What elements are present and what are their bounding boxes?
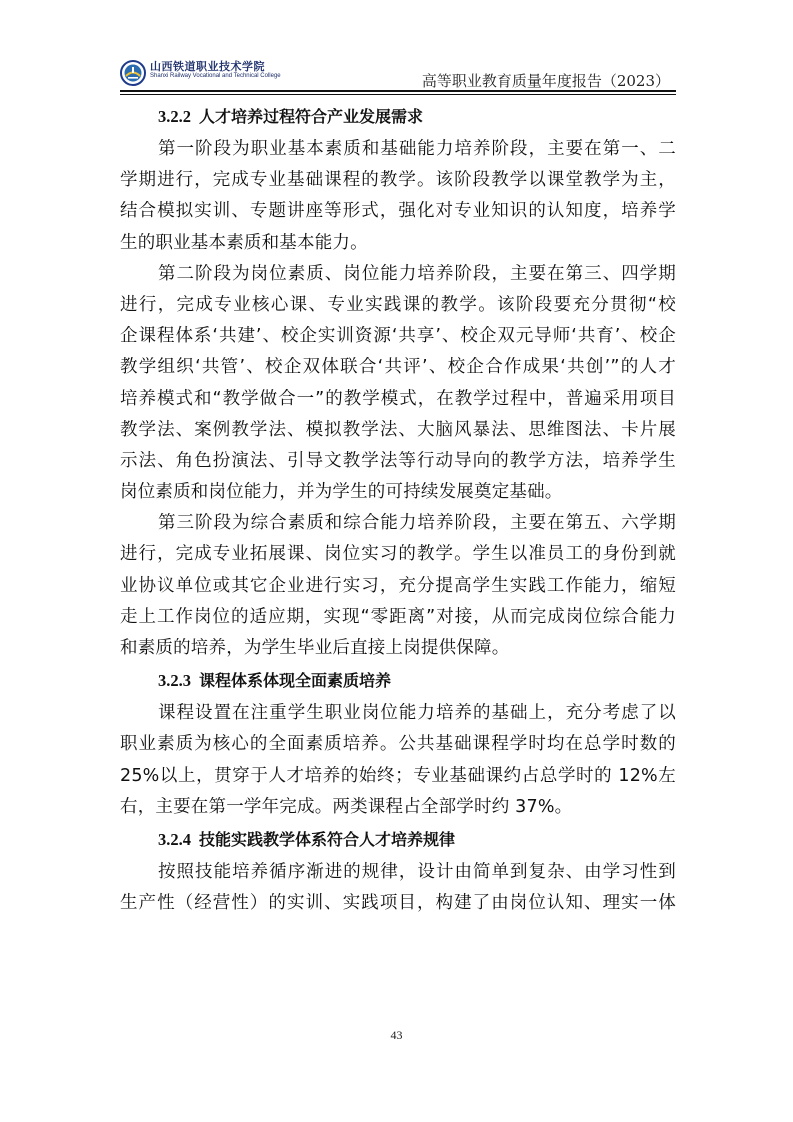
text-line: 业协议单位或其它企业进行实习，充分提高学生实践工作能力，缩短 <box>120 575 676 596</box>
text-line: 进行，完成专业核心课、专业实践课的教学。该阶段要充分贯彻“校 <box>120 294 676 315</box>
paragraph <box>120 259 676 509</box>
college-name-cn: 山西铁道职业技术学院 <box>150 60 265 73</box>
page-body <box>120 100 676 919</box>
college-name-en: Shanxi Railway Vocational and Technical College <box>150 73 281 79</box>
text-line: 25%以上，贯穿于人才培养的始终；专业基础课约占总学时的 12%左 <box>120 765 676 786</box>
text-line: 学期进行，完成专业基础课程的教学。该阶段教学以课堂教学为主， <box>120 170 676 191</box>
text-line: 按照技能培养循序渐进的规律，设计由简单到复杂、由学习性到 <box>158 861 676 882</box>
section-heading <box>120 823 676 857</box>
section-heading <box>120 664 676 698</box>
text-line: 示法、角色扮演法、引导文教学法等行动导向的教学方法，培养学生 <box>120 450 676 471</box>
section-number: 3.2.2 <box>158 107 191 126</box>
text-line: 结合模拟实训、专题讲座等形式，强化对专业知识的认知度，培养学 <box>120 201 676 222</box>
text-line: 第二阶段为岗位素质、岗位能力培养阶段，主要在第三、四学期 <box>158 263 676 284</box>
paragraph <box>120 698 676 823</box>
page-header <box>120 56 676 92</box>
header-divider <box>120 90 676 95</box>
section-number: 3.2.4 <box>158 829 191 849</box>
college-logo-icon <box>120 60 146 86</box>
text-line: 岗位素质和岗位能力，并为学生的可持续发展奠定基础。 <box>120 482 563 503</box>
text-line: 第三阶段为综合素质和综合能力培养阶段，主要在第五、六学期 <box>158 513 676 534</box>
report-title: 高等职业教育质量年度报告（2023） <box>421 72 670 90</box>
text-line: 职业素质为核心的全面素质培养。公共基础课程学时均在总学时数的 <box>120 734 676 755</box>
text-line: 培养模式和“教学做合一”的教学模式，在教学过程中，普遍采用项目 <box>120 388 676 409</box>
text-line: 生产性（经营性）的实训、实践项目，构建了由岗位认知、理实一体 <box>120 893 676 914</box>
text-line: 生的职业基本素质和基本能力。 <box>120 232 368 253</box>
text-line: 走上工作岗位的适应期，实现“零距离”对接，从而完成岗位综合能力 <box>120 606 676 627</box>
text-line: 教学组织‘共管’、校企双体联合‘共评’、校企合作成果‘共创’”的人才 <box>120 357 676 378</box>
section-number: 3.2.3 <box>158 671 191 691</box>
text-line: 第一阶段为职业基本素质和基础能力培养阶段，主要在第一、二 <box>158 139 676 159</box>
page-number: 43 <box>390 1028 403 1042</box>
paragraph <box>120 857 676 919</box>
text-line: 教学法、案例教学法、模拟教学法、大脑风暴法、思维图法、卡片展 <box>120 419 676 440</box>
text-line: 右，主要在第一学年完成。两类课程占全部学时约 37%。 <box>120 796 573 817</box>
text-line: 和素质的培养，为学生毕业后直接上岗提供保障。 <box>120 638 510 658</box>
text-line: 进行，完成专业拓展课、岗位实习的教学。学生以准员工的身份到就 <box>120 544 676 565</box>
text-line: 课程设置在注重学生职业岗位能力培养的基础上，充分考虑了以 <box>158 703 676 724</box>
section-title: 人才培养过程符合产业发展需求 <box>199 107 424 126</box>
paragraph <box>120 508 676 664</box>
paragraph <box>120 134 676 259</box>
section-heading <box>120 100 676 134</box>
text-line: 企课程体系‘共建’、校企实训资源‘共享’、校企双元导师‘共育’、校企 <box>120 326 676 347</box>
section-title: 课程体系体现全面素质培养 <box>199 671 392 691</box>
section-title: 技能实践教学体系符合人才培养规律 <box>199 829 456 849</box>
